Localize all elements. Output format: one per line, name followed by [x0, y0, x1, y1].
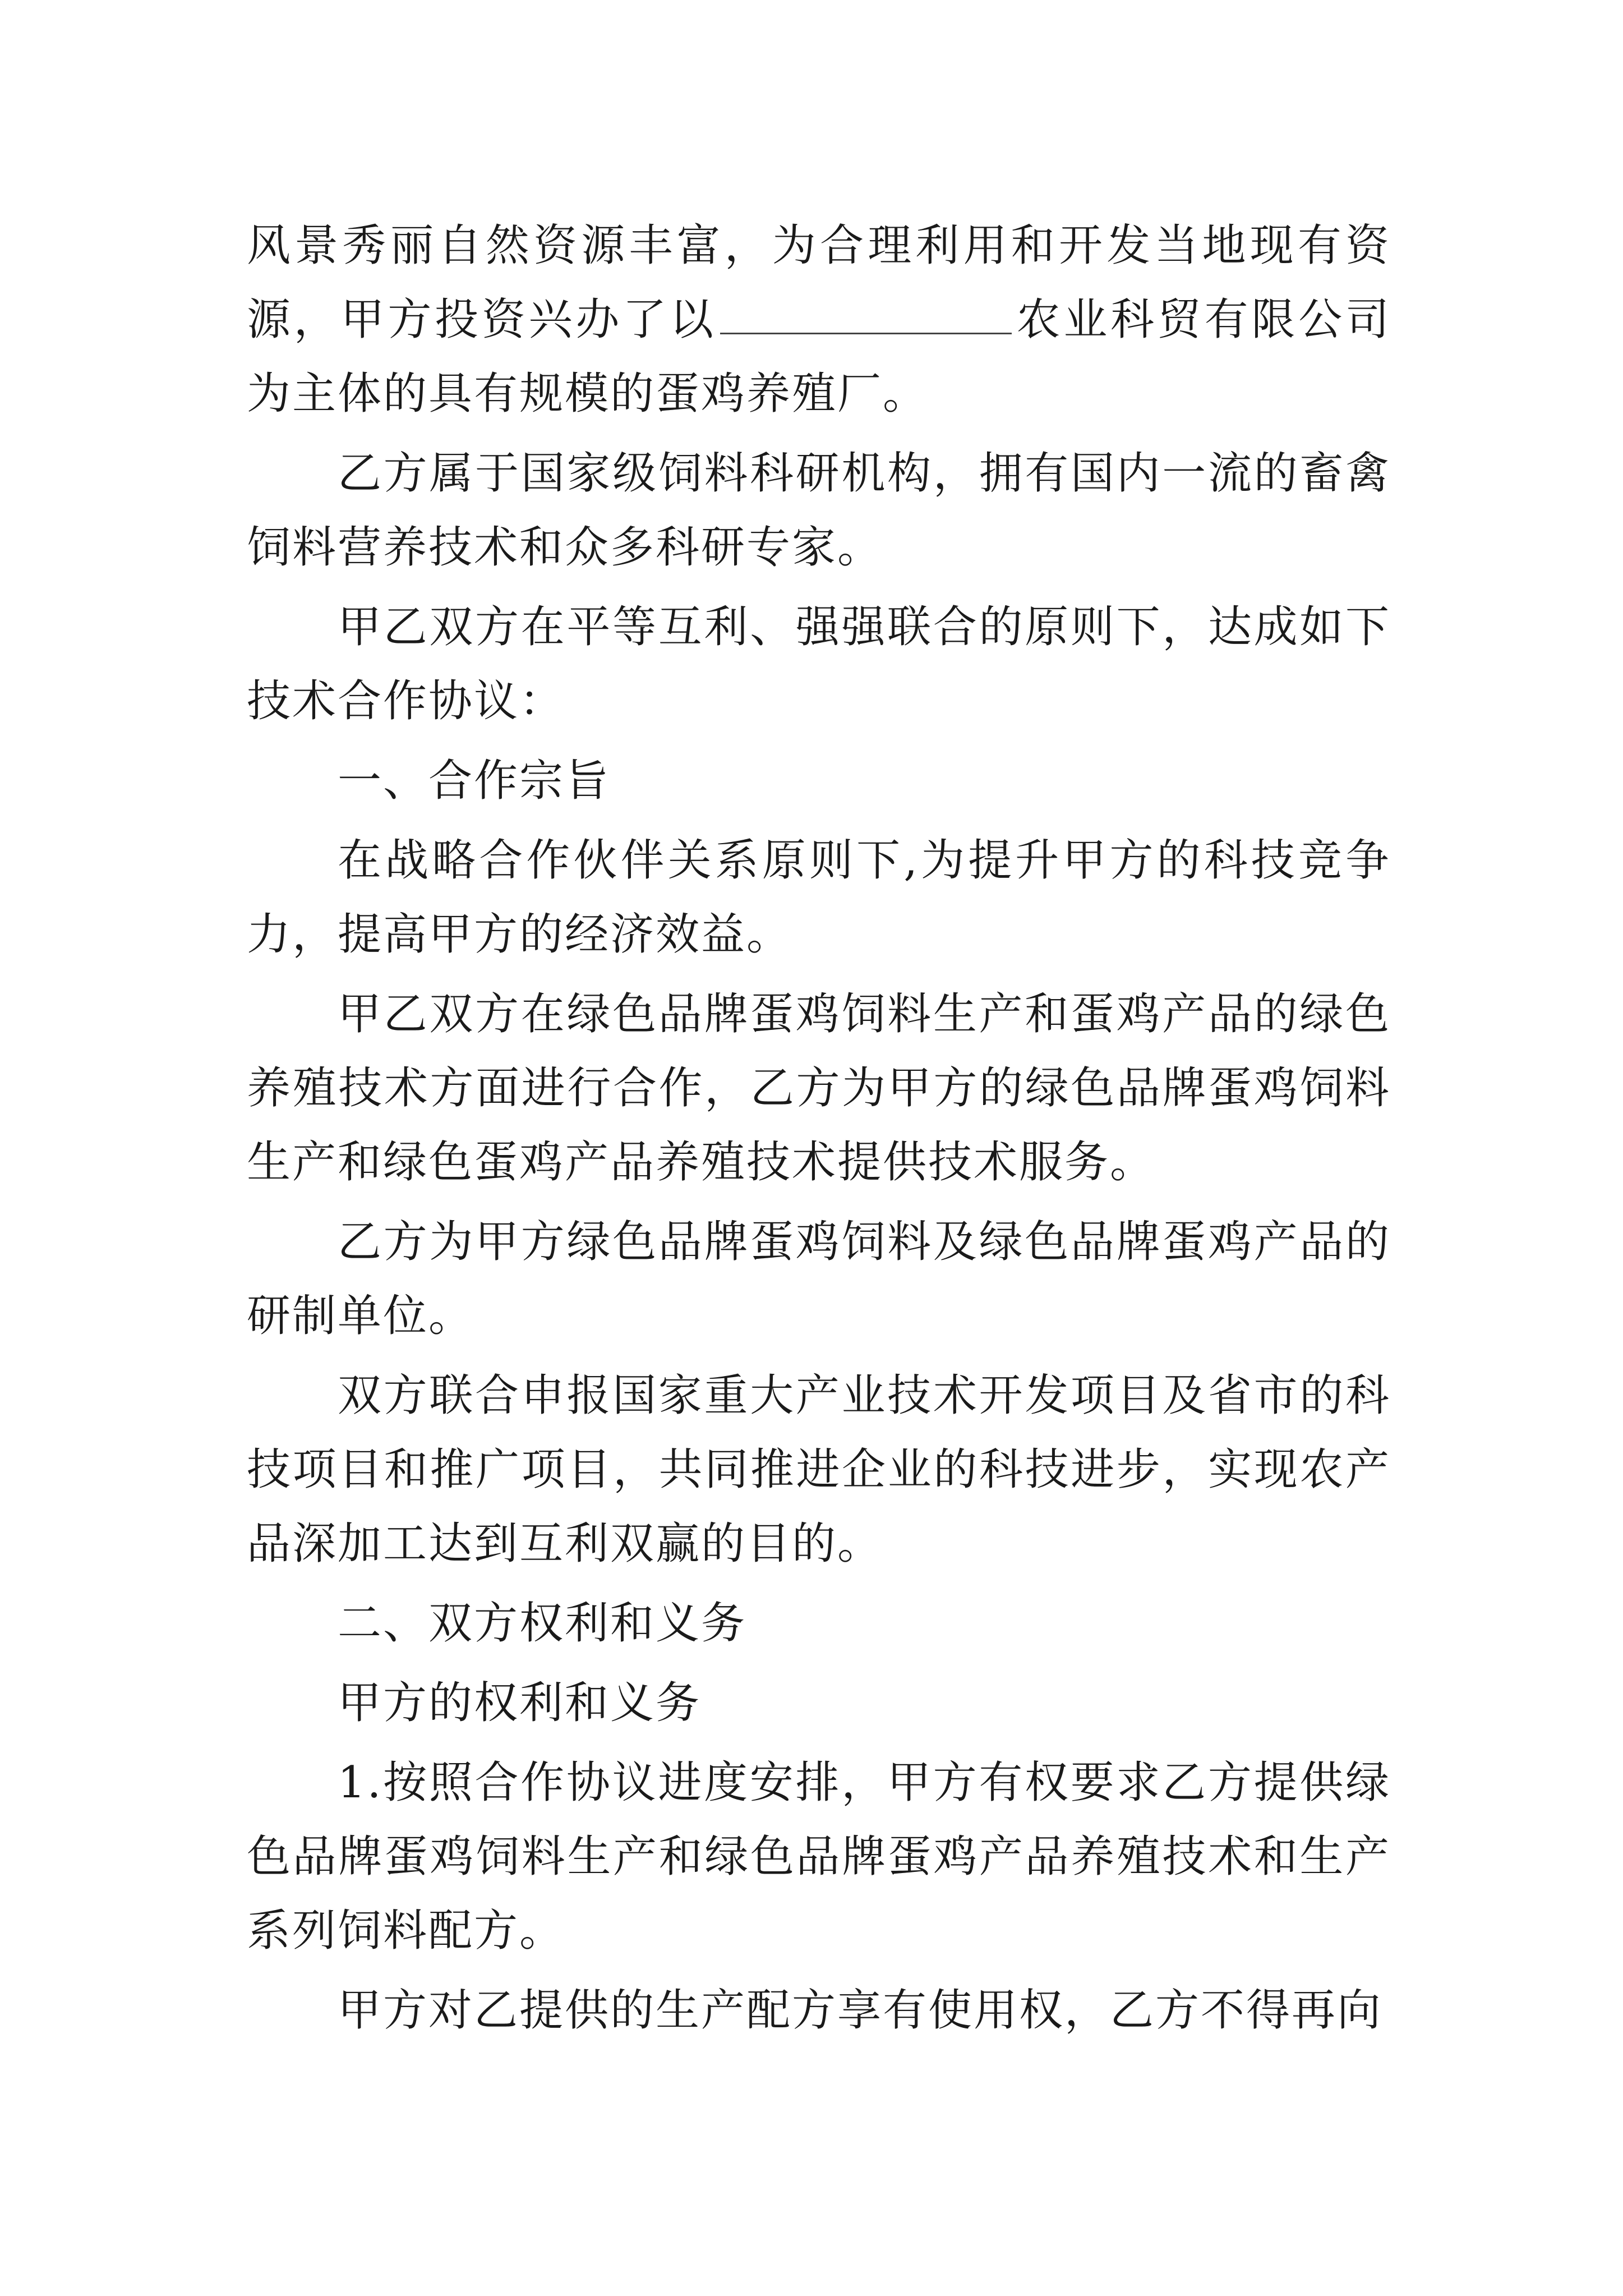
section-heading-purpose: 一、合作宗旨 [338, 756, 611, 806]
paragraph-intro-text: 风景秀丽自然资源丰富，为合理利用和开发当地现有资源，甲方投资兴办了以 [247, 220, 1391, 345]
paragraph-agreement-intro: 甲乙双方在平等互利、强强联合的原则下，达成如下技术合作协议： [247, 602, 1391, 726]
paragraph-strategic: 在战略合作伙伴关系原则下,为提升甲方的科技竞争力，提高甲方的经济效益。 [247, 835, 1391, 960]
subheading-party-a-rights: 甲方的权利和义务 [338, 1678, 702, 1728]
paragraph-cooperation: 甲乙双方在绿色品牌蛋鸡饲料生产和蛋鸡产品的绿色养殖技术方面进行合作，乙方为甲方的绿色品牌蛋鸡饲料生产和绿色蛋鸡产品养殖技术提供技术服务。 [247, 989, 1391, 1188]
paragraph-intro [247, 209, 1391, 431]
clause-1: 1.按照合作协议进度安排，甲方有权要求乙方提供绿色品牌蛋鸡饲料生产和绿色品牌蛋鸡产品养殖技术和生产系列饲料配方。 [247, 1757, 1391, 1956]
document-body [247, 209, 1391, 2053]
paragraph-intro-continuation: 农业科贸有限公司为主体的具有规模的蛋鸡养殖厂。 [247, 295, 1391, 419]
paragraph-research-unit: 乙方为甲方绿色品牌蛋鸡饲料及绿色品牌蛋鸡产品的研制单位。 [247, 1217, 1391, 1341]
paragraph-joint-application: 双方联合申报国家重大产业技术开发项目及省市的科技项目和推广项目，共同推进企业的科技进步，实现农产品深加工达到互利双赢的目的。 [247, 1370, 1391, 1569]
paragraph-usage-right: 甲方对乙提供的生产配方享有使用权，乙方不得再向 [338, 1985, 1383, 2036]
company-name-blank [720, 332, 1012, 334]
paragraph-party-b: 乙方属于国家级饲料科研机构，拥有国内一流的畜禽饲料营养技术和众多科研专家。 [247, 448, 1391, 573]
section-heading-rights: 二、双方权利和义务 [338, 1598, 747, 1649]
